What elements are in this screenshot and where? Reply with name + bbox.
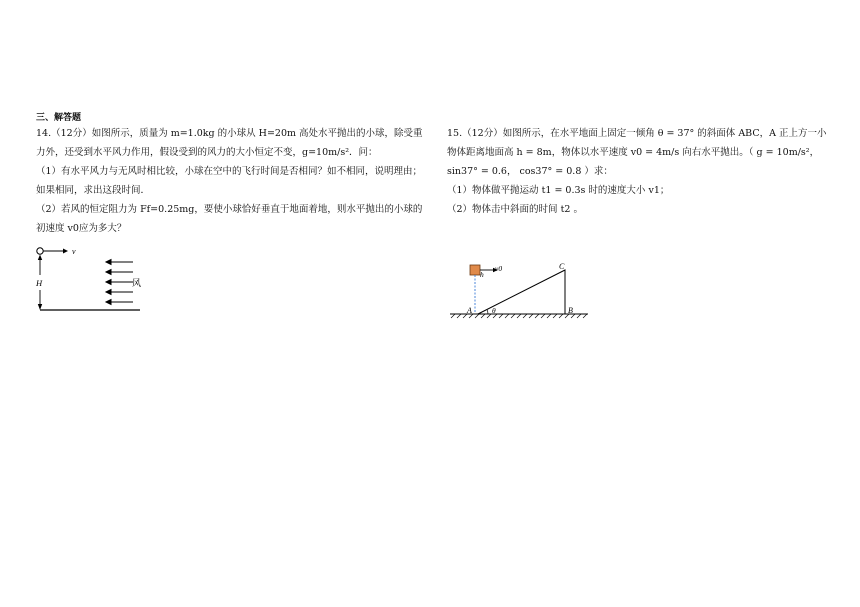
q15-stem: 15.（12分）如图所示，在水平地面上固定一倾角 θ = 37° 的斜面体 ABC，A 正上方一小物体距离地面高 h = 8m，物体以水平速度 v0 = 4m/s 向右水平抛出。（ g = 10m/s²， sin37° = 0.6， cos37° = 0.8 ）求： xyxy=(447,128,827,177)
q14-part2: （2）若风的恒定阻力为 Ff=0.25mg，要使小球恰好垂直于地面着地，则水平抛出的小球的初速度 v0应为多大？ xyxy=(36,204,423,234)
label-wind: 风 xyxy=(132,278,142,288)
question-15 xyxy=(447,124,831,219)
section-title: 三、解答题 xyxy=(36,113,82,123)
q15-part2: （2）物体击中斜面的时间 t2 。 xyxy=(447,204,583,215)
q15-part1: （1）物体做平抛运动 t1 = 0.3s 时的速度大小 v1； xyxy=(447,185,670,196)
q15-figure-svg xyxy=(447,261,597,327)
label-theta: θ xyxy=(492,306,496,315)
q14-figure xyxy=(30,245,150,321)
q14-stem: 14.（12分）如图所示，质量为 m=1.0kg 的小球从 H=20m 高处水平抛出的小球，除受重力外，还受到水平风力作用，假设受到的风力的大小恒定不变，g=10m/s²．问： xyxy=(36,128,423,158)
block-icon xyxy=(470,265,480,275)
wind-arrows xyxy=(106,260,133,305)
ball-icon xyxy=(37,248,43,254)
label-C: C xyxy=(559,262,565,271)
label-B: B xyxy=(568,306,573,315)
q15-figure xyxy=(447,261,597,331)
label-h: h xyxy=(480,270,484,279)
q14-figure-svg xyxy=(30,245,150,317)
label-H: H xyxy=(36,278,43,288)
q14-part1: （1）有水平风力与无风时相比较，小球在空中的飞行时间是否相同？如不相同，说明理由；如果相同，求出这段时间． xyxy=(36,166,423,196)
label-v: v xyxy=(72,247,76,256)
label-A: A xyxy=(467,306,472,315)
label-v0: v0 xyxy=(495,264,503,273)
question-14 xyxy=(36,124,426,238)
